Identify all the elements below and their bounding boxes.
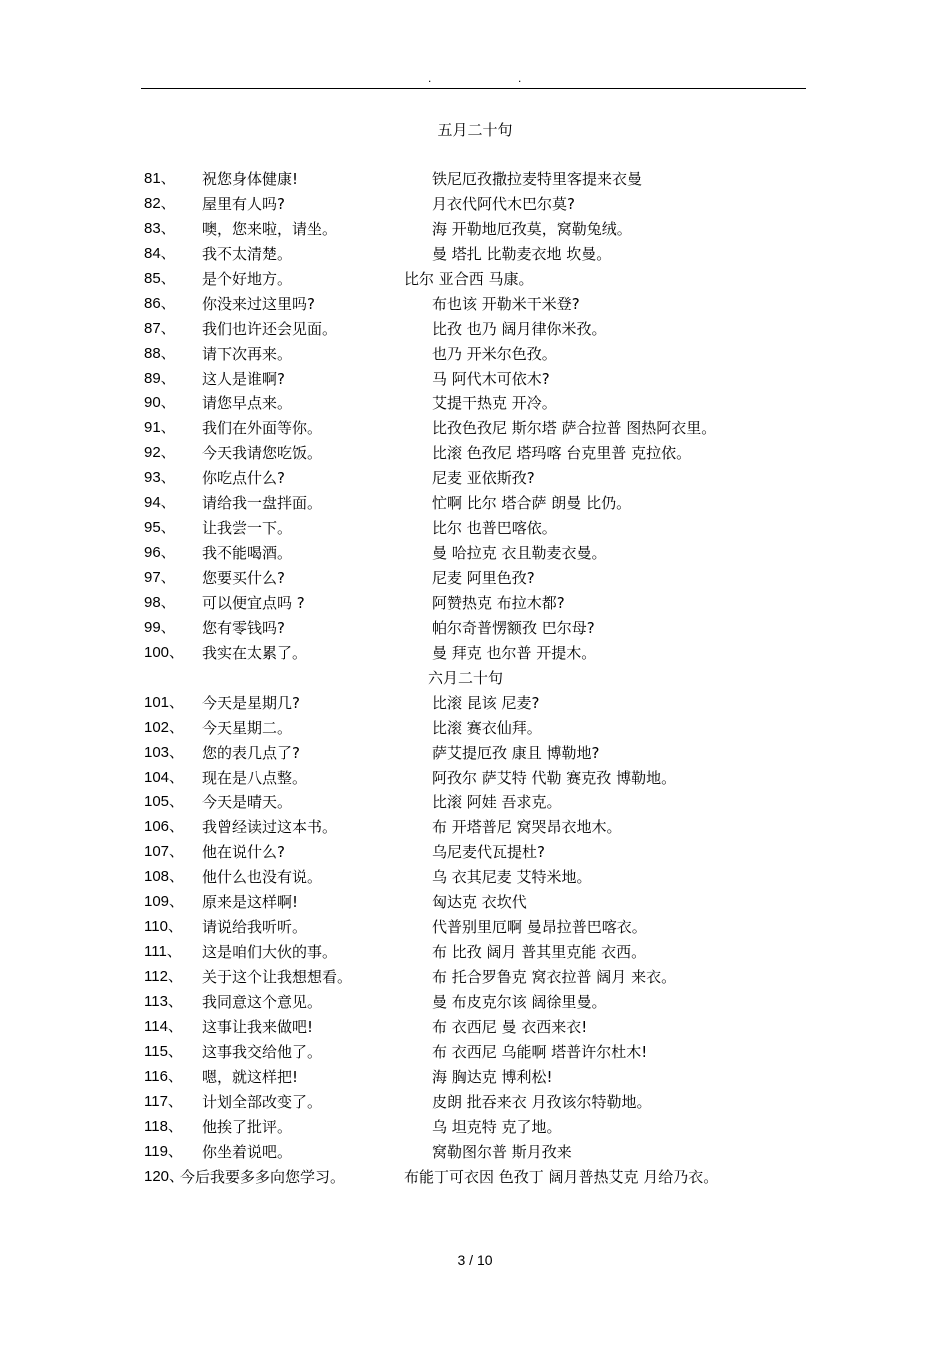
phrase-number: 97、	[144, 569, 176, 586]
phrase-row	[0, 865, 950, 890]
phrase-number: 86、	[144, 294, 176, 312]
phrase-chinese: 我们在外面等你。	[202, 419, 323, 438]
phrase-row	[0, 516, 950, 541]
phrase-chinese: 这事我交给他了。	[202, 1042, 323, 1061]
phrase-number: 99、	[144, 618, 176, 636]
phrase-number: 87、	[144, 319, 176, 337]
phrase-transliteration: 马 阿代木可依木?	[432, 369, 550, 388]
phrase-chinese: 他什么也没有说。	[202, 868, 323, 887]
phrase-chinese: 这是咱们大伙的事。	[202, 943, 338, 962]
phrase-row	[0, 666, 950, 691]
phrase-number: 102、	[144, 718, 185, 736]
phrase-row	[0, 491, 950, 516]
header-rule	[141, 88, 806, 89]
phrase-row	[0, 1090, 950, 1115]
phrase-number: 108、	[144, 868, 185, 886]
phrase-number: 119、	[144, 1142, 183, 1160]
phrase-list	[0, 167, 950, 1189]
phrase-number: 85、	[144, 269, 176, 287]
phrase-transliteration: 布 衣西尼 乌能啊 塔普许尔杜木!	[432, 1042, 648, 1061]
phrase-chinese: 我曾经读过这本书。	[202, 818, 338, 837]
phrase-chinese: 我实在太累了。	[202, 643, 308, 662]
phrase-transliteration: 曼 塔扎 比勒麦衣地 坎曼。	[432, 244, 612, 263]
phrase-transliteration: 乌 衣其尼麦 艾特米地。	[432, 868, 592, 887]
phrase-transliteration: 艾提干热克 开冷。	[432, 394, 557, 413]
phrase-row	[0, 441, 950, 466]
phrase-transliteration: 乌 坦克特 克了地。	[432, 1117, 562, 1136]
phrase-chinese: 你吃点什么?	[202, 469, 285, 488]
phrase-chinese: 你坐着说吧。	[202, 1142, 293, 1161]
phrase-row	[0, 915, 950, 940]
phrase-number: 98、	[144, 593, 176, 611]
phrase-chinese: 让我尝一下。	[202, 519, 293, 538]
phrase-transliteration: 曼 布皮克尔该 阔徐里曼。	[432, 992, 607, 1011]
phrase-transliteration: 比滚 阿娃 吾求克。	[432, 793, 562, 812]
phrase-chinese: 我同意这个意见。	[202, 992, 323, 1011]
phrase-chinese: 祝您身体健康!	[202, 170, 299, 188]
phrase-row	[0, 416, 950, 441]
phrase-chinese: 我不太清楚。	[202, 244, 293, 263]
phrase-row	[0, 940, 950, 965]
page-number: 3 / 10	[457, 1252, 493, 1268]
phrase-transliteration: 忙啊 比尔 塔合萨 朗曼 比仍。	[432, 494, 632, 513]
phrase-row	[0, 990, 950, 1015]
phrase-row	[0, 167, 950, 192]
phrase-number: 94、	[144, 494, 176, 512]
phrase-transliteration: 布 托合罗鲁克 窝衣拉普 阔月 来衣。	[432, 968, 677, 986]
phrase-number: 105、	[144, 793, 185, 811]
phrase-chinese: 可以便宜点吗 ?	[202, 593, 305, 612]
phrase-number: 107、	[144, 843, 185, 861]
phrase-row	[0, 1165, 950, 1190]
phrase-number: 84、	[144, 244, 176, 262]
phrase-row	[0, 766, 950, 791]
phrase-transliteration: 布 比孜 阔月 普其里克能 衣西。	[432, 943, 647, 962]
phrase-chinese: 您有零钱吗?	[202, 618, 285, 637]
phrase-number: 89、	[144, 369, 176, 387]
phrase-number: 91、	[144, 419, 176, 437]
phrase-number: 118、	[144, 1117, 183, 1135]
phrase-transliteration: 布能丁可衣因 色孜丁 阔月普热艾克 月给乃衣。	[404, 1167, 719, 1186]
section-subtitle: 六月二十句	[428, 668, 504, 687]
phrase-row	[0, 1140, 950, 1165]
phrase-row	[0, 192, 950, 217]
phrase-row	[0, 292, 950, 317]
phrase-row	[0, 1040, 950, 1065]
phrase-row	[0, 790, 950, 815]
phrase-row	[0, 741, 950, 766]
phrase-chinese: 噢，您来啦，请坐。	[202, 219, 338, 238]
phrase-transliteration: 铁尼厄孜撒拉麦特里客提来衣曼	[432, 170, 643, 188]
phrase-transliteration: 布 衣西尼 曼 衣西来衣!	[432, 1017, 588, 1036]
phrase-row	[0, 317, 950, 342]
phrase-chinese: 原来是这样啊!	[202, 893, 299, 912]
phrase-number: 90、	[144, 394, 176, 412]
phrase-transliteration: 布也该 开勒米干米登?	[432, 294, 580, 313]
phrase-number: 104、	[144, 768, 185, 786]
phrase-number: 92、	[144, 444, 176, 462]
phrase-chinese: 现在是八点整。	[202, 768, 308, 787]
phrase-chinese: 计划全部改变了。	[202, 1092, 323, 1111]
section-title: 五月二十句	[437, 121, 513, 139]
phrase-number: 112、	[144, 968, 183, 985]
phrase-transliteration: 海 胸达克 博利松!	[432, 1067, 553, 1086]
phrase-transliteration: 比尔 亚合西 马康。	[404, 269, 534, 288]
phrase-row	[0, 267, 950, 292]
phrase-transliteration: 海 开勒地厄孜莫，窝勒兔绒。	[432, 219, 632, 238]
phrase-row	[0, 1065, 950, 1090]
phrase-row	[0, 391, 950, 416]
phrase-transliteration: 代普别里厄啊 曼昂拉普巴喀衣。	[432, 918, 647, 937]
phrase-transliteration: 阿孜尔 萨艾特 代勒 赛克孜 博勒地。	[432, 768, 677, 787]
phrase-number: 101、	[144, 693, 185, 711]
phrase-number: 88、	[144, 344, 176, 362]
phrase-chinese: 我不能喝酒。	[202, 544, 293, 563]
phrase-transliteration: 尼麦 亚依斯孜?	[432, 469, 535, 488]
phrase-row	[0, 242, 950, 267]
phrase-row	[0, 367, 950, 392]
phrase-chinese: 请说给我听听。	[202, 918, 308, 937]
phrase-chinese: 今天是晴天。	[202, 793, 293, 812]
phrase-transliteration: 比尔 也普巴喀依。	[432, 519, 557, 538]
phrase-number: 116、	[144, 1067, 183, 1085]
phrase-chinese: 请下次再来。	[202, 344, 293, 363]
phrase-chinese: 今天是星期几?	[202, 693, 300, 712]
phrase-chinese: 他在说什么?	[202, 843, 285, 862]
phrase-transliteration: 帕尔奇普愣额孜 巴尔母?	[432, 618, 595, 637]
phrase-number: 111、	[144, 943, 182, 961]
phrase-transliteration: 皮朗 批吞来衣 月孜该尔特勒地。	[432, 1092, 652, 1111]
phrase-chinese: 请给我一盘拌面。	[202, 494, 323, 513]
phrase-chinese: 请您早点来。	[202, 394, 293, 413]
phrase-number: 100、	[144, 643, 185, 661]
phrase-transliteration: 比孜 也乃 阔月律你米孜。	[432, 319, 607, 338]
phrase-row	[0, 1115, 950, 1140]
phrase-number: 110、	[144, 918, 183, 936]
phrase-transliteration: 比滚 色孜尼 塔玛喀 台克里普 克拉依。	[432, 444, 692, 463]
phrase-row	[0, 691, 950, 716]
phrase-row	[0, 965, 950, 990]
page-header	[0, 70, 950, 86]
phrase-number: 120、	[144, 1167, 185, 1185]
phrase-chinese: 他挨了批评。	[202, 1117, 293, 1136]
header-mark-left: .	[428, 71, 432, 85]
phrase-chinese: 这事让我来做吧!	[202, 1017, 314, 1036]
phrase-number: 81、	[144, 170, 176, 187]
phrase-transliteration: 尼麦 阿里色孜?	[432, 569, 535, 587]
phrase-transliteration: 乌尼麦代瓦提杜?	[432, 843, 545, 862]
phrase-row	[0, 815, 950, 840]
phrase-row	[0, 616, 950, 641]
phrase-transliteration: 萨艾提厄孜 康且 博勒地?	[432, 743, 600, 762]
phrase-row	[0, 1015, 950, 1040]
phrase-chinese: 您要买什么?	[202, 569, 285, 587]
phrase-chinese: 今天我请您吃饭。	[202, 444, 323, 463]
phrase-number: 83、	[144, 219, 176, 237]
phrase-chinese: 您的表几点了?	[202, 743, 300, 762]
phrase-number: 117、	[144, 1092, 183, 1110]
phrase-row	[0, 890, 950, 915]
phrase-transliteration: 曼 拜克 也尔普 开提木。	[432, 643, 597, 662]
phrase-transliteration: 也乃 开米尔色孜。	[432, 344, 557, 363]
phrase-number: 103、	[144, 743, 185, 761]
phrase-chinese: 屋里有人吗?	[202, 194, 285, 213]
phrase-transliteration: 月衣代阿代木巴尔莫?	[432, 194, 575, 213]
phrase-transliteration: 比滚 赛衣仙拜。	[432, 718, 542, 737]
phrase-transliteration: 比滚 昆该 尼麦?	[432, 693, 540, 712]
phrase-row	[0, 840, 950, 865]
phrase-transliteration: 阿赞热克 布拉木都?	[432, 593, 565, 612]
header-mark-right: .	[518, 71, 522, 85]
phrase-number: 109、	[144, 893, 185, 911]
phrase-number: 113、	[144, 992, 183, 1010]
phrase-chinese: 你没来过这里吗?	[202, 294, 315, 313]
phrase-transliteration: 曼 哈拉克 衣且勒麦衣曼。	[432, 544, 607, 563]
phrase-number: 115、	[144, 1042, 183, 1060]
phrase-row	[0, 466, 950, 491]
phrase-number: 93、	[144, 469, 176, 487]
phrase-chinese: 今后我要多多向您学习。	[180, 1167, 346, 1186]
phrase-row	[0, 641, 950, 666]
phrase-chinese: 这人是谁啊?	[202, 369, 285, 388]
phrase-number: 82、	[144, 194, 176, 212]
phrase-row	[0, 566, 950, 591]
phrase-row	[0, 541, 950, 566]
phrase-chinese: 今天星期二。	[202, 718, 293, 737]
phrase-number: 96、	[144, 544, 176, 562]
phrase-row	[0, 342, 950, 367]
phrase-transliteration: 匈达克 衣坎代	[432, 893, 527, 912]
phrase-chinese: 嗯，就这样把!	[202, 1067, 299, 1086]
phrase-row	[0, 217, 950, 242]
phrase-row	[0, 591, 950, 616]
phrase-number: 95、	[144, 519, 176, 537]
phrase-number: 114、	[144, 1017, 183, 1035]
phrase-chinese: 是个好地方。	[202, 269, 293, 288]
phrase-row	[0, 716, 950, 741]
phrase-chinese: 关于这个让我想想看。	[202, 968, 353, 986]
phrase-transliteration: 布 开塔普尼 窝哭昂衣地木。	[432, 818, 622, 837]
phrase-transliteration: 窝勒图尔普 斯月孜来	[432, 1142, 572, 1161]
phrase-chinese: 我们也许还会见面。	[202, 319, 338, 338]
phrase-transliteration: 比孜色孜尼 斯尔塔 萨合拉普 图热阿衣里。	[432, 419, 717, 438]
phrase-number: 106、	[144, 818, 185, 836]
